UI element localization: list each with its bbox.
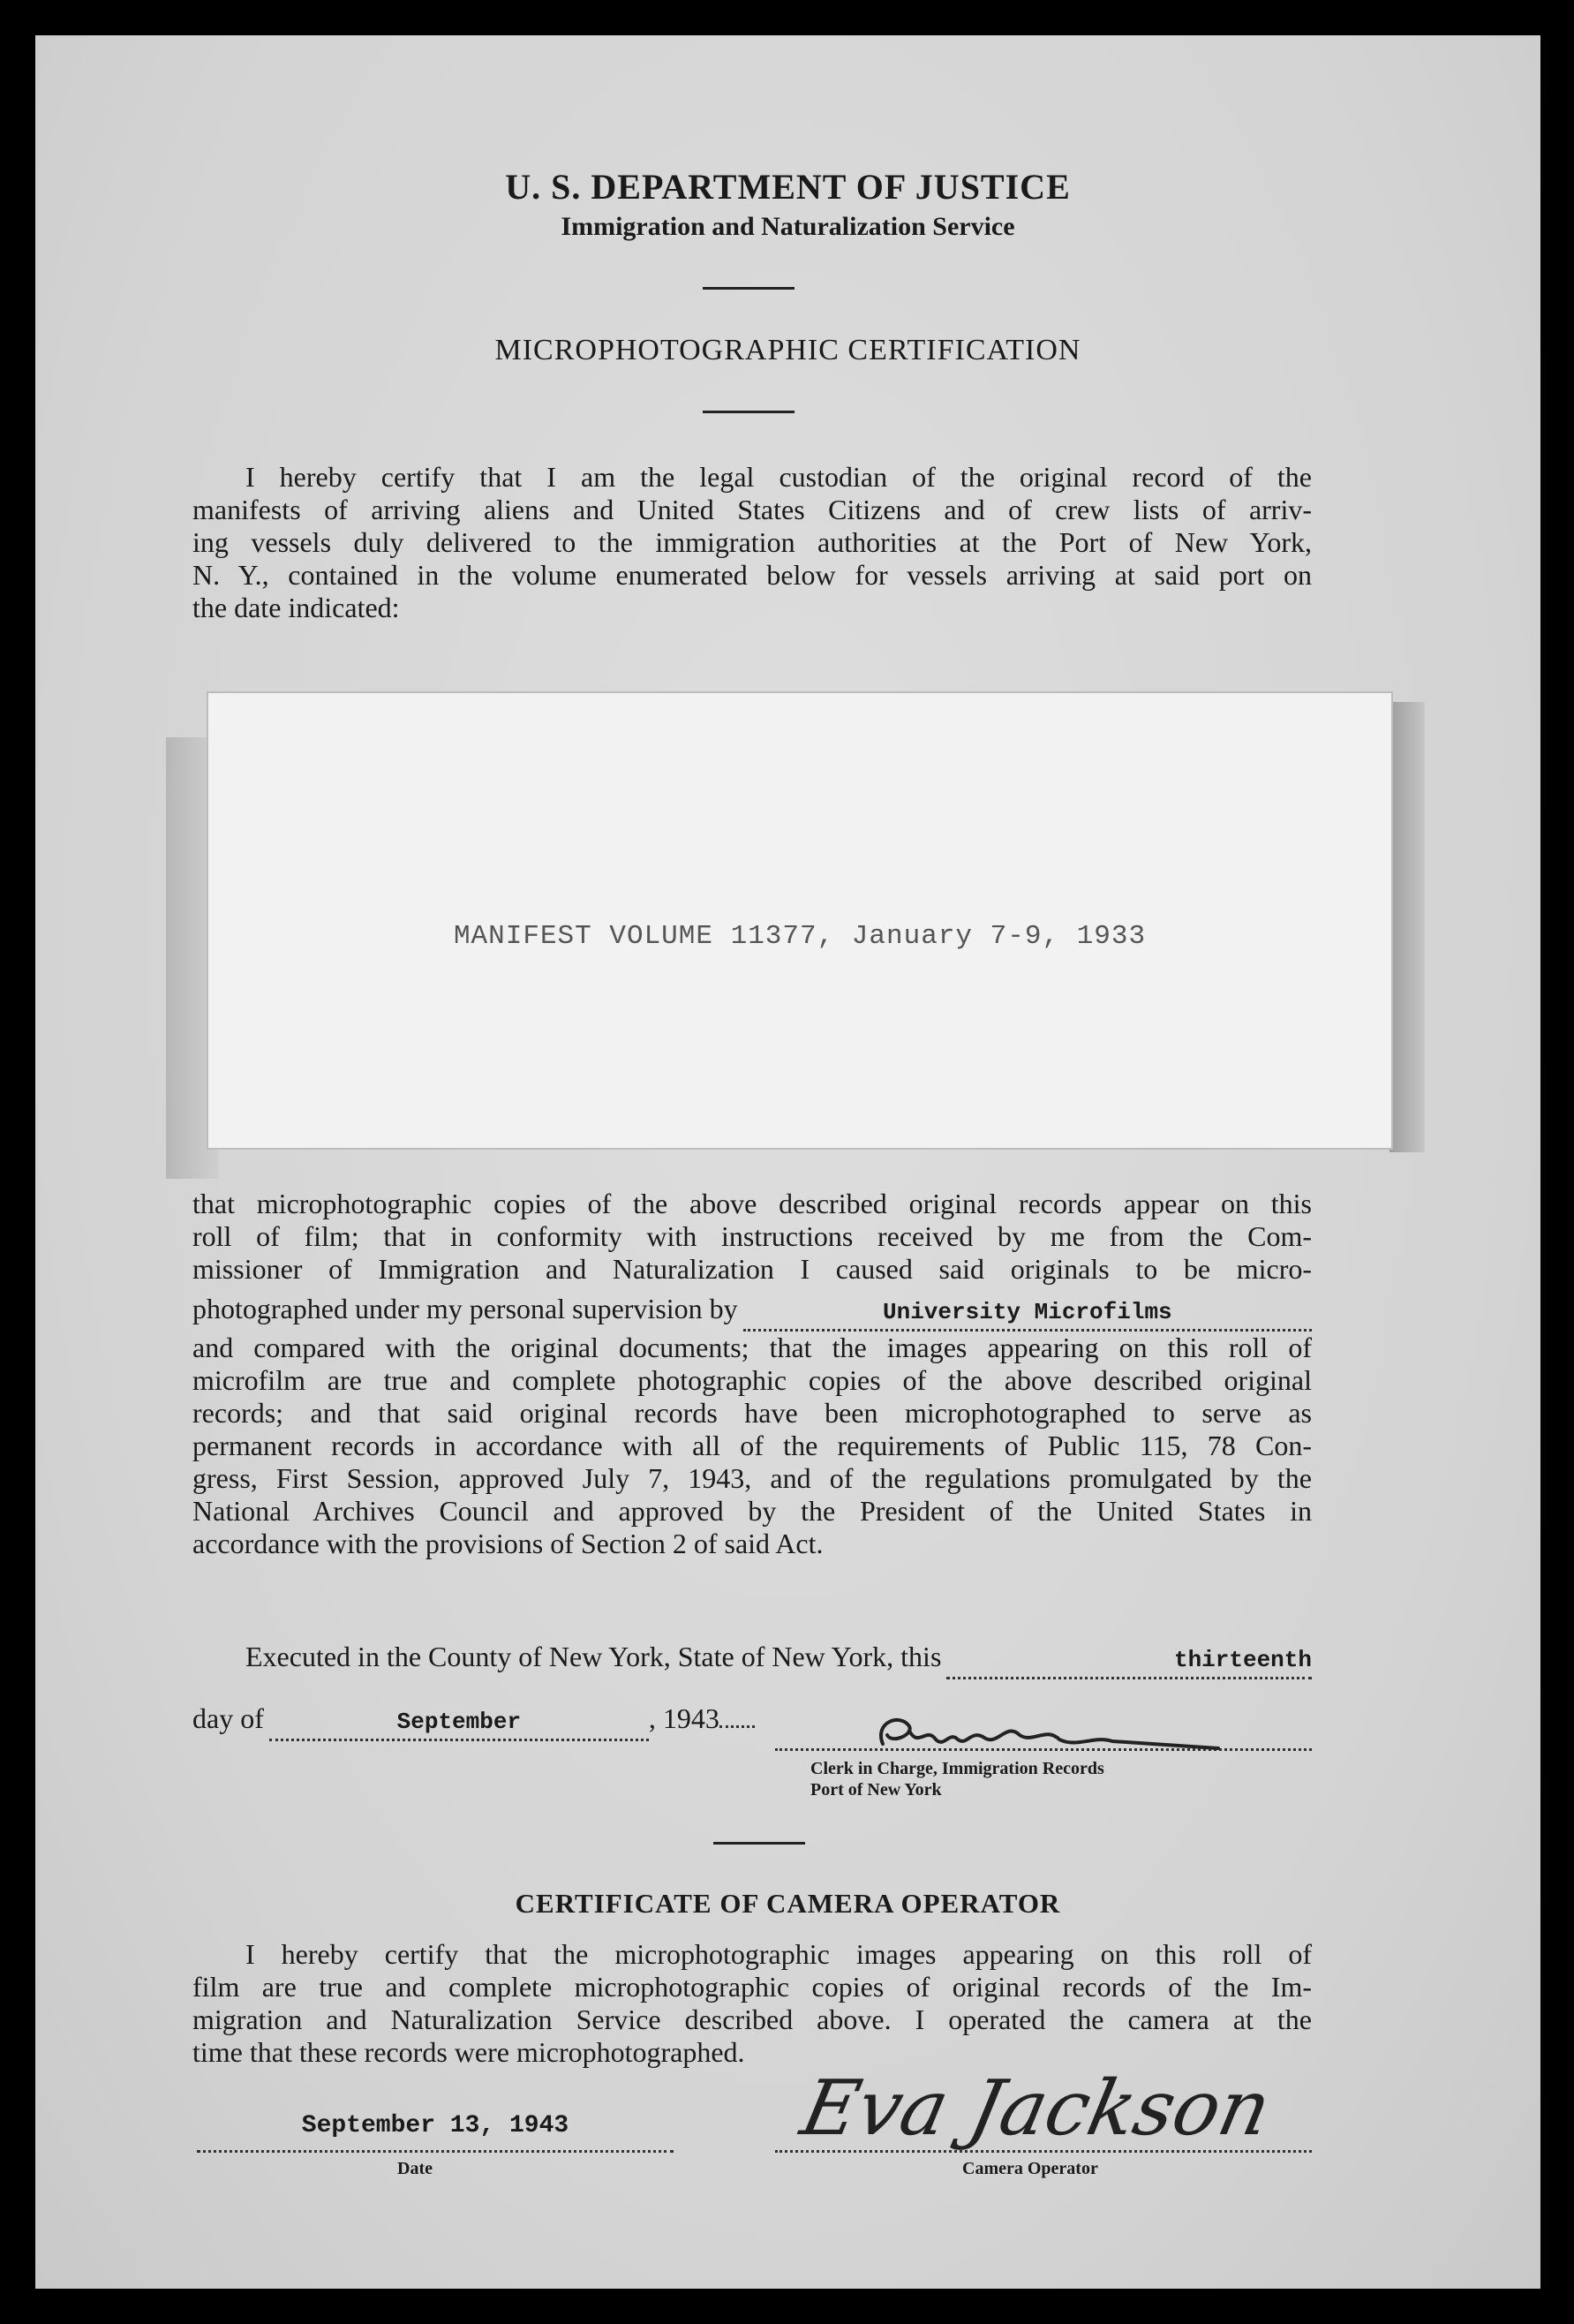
body-paragraph: [192, 1188, 1312, 1560]
header-divider: [703, 287, 795, 290]
supervision-value: University Microfilms: [883, 1299, 1172, 1325]
date-label: Date: [397, 2159, 433, 2178]
executed-prefix: Executed in the County of New York, State of New York, this: [245, 1641, 942, 1672]
clerk-port: Port of New York: [810, 1780, 942, 1800]
title-divider: [703, 411, 795, 413]
body-line: gress, First Session, approved July 7, 1943, and of the regulations promulgated by the: [192, 1462, 1312, 1494]
operator-signature: Eva Jackson: [794, 2064, 1278, 2153]
operator-label: Camera Operator: [962, 2159, 1098, 2178]
operator-paragraph: [192, 1938, 1312, 2069]
date-line: [197, 2148, 674, 2153]
body-line: and compared with the original documents; that the images appearing on this roll of: [192, 1332, 1312, 1363]
day-value: thirteenth: [1173, 1647, 1312, 1673]
day-of-label: day of: [192, 1702, 264, 1734]
body-line: accordance with the provisions of Section 2 of said Act.: [192, 1528, 824, 1559]
card-shadow: [1389, 702, 1425, 1152]
manifest-volume-label: MANIFEST VOLUME 11377, January 7-9, 1933: [453, 921, 1147, 952]
operator-heading: CERTIFICATE OF CAMERA OPERATOR: [515, 1888, 1061, 1919]
operator-line: time that these records were microphotographed.: [192, 2036, 745, 2068]
supervision-field: [743, 1293, 1312, 1332]
department-heading: U. S. DEPARTMENT OF JUSTICE: [505, 167, 1071, 207]
intro-line: the date indicated:: [192, 592, 400, 623]
operator-line: I hereby certify that the microphotographic images appearing on this roll of: [245, 1938, 1312, 1970]
certificate-page: [35, 35, 1540, 2289]
body-line: permanent records in accordance with all of the requirements of Public 115, 78 Con-: [192, 1430, 1312, 1461]
body-line: that microphotographic copies of the above described original records appear on this: [192, 1188, 1312, 1219]
clerk-signature: [865, 1695, 1236, 1766]
executed-line: [192, 1641, 1312, 1679]
body-line: missioner of Immigration and Naturalization I caused said originals to be micro-: [192, 1253, 1312, 1285]
year-text: , 1943: [648, 1702, 719, 1734]
month-value: September: [396, 1709, 522, 1735]
manifest-card: [208, 693, 1391, 1148]
operator-line: film are true and complete microphotographic copies of original records of the Im-: [192, 1971, 1312, 2003]
service-subheading: Immigration and Naturalization Service: [561, 212, 1015, 241]
date-value: September 13, 1943: [301, 2112, 569, 2139]
day-field: [946, 1641, 1312, 1679]
intro-line: manifests of arriving aliens and United States Citizens and of crew lists of arriv-: [192, 494, 1312, 525]
supervision-prefix: photographed under my personal supervision by: [192, 1293, 738, 1324]
body-line: records; and that said original records have been microphotographed to serve as: [192, 1397, 1312, 1429]
body-line: National Archives Council and approved by the President of the United States in: [192, 1495, 1312, 1527]
body-line: roll of film; that in conformity with instructions received by me from the Com-: [192, 1220, 1312, 1252]
certification-title: MICROPHOTOGRAPHIC CERTIFICATION: [494, 334, 1081, 366]
operator-line: migration and Naturalization Service described above. I operated the camera at the: [192, 2003, 1312, 2035]
intro-paragraph: [192, 461, 1312, 624]
supervision-line: [192, 1293, 1312, 1332]
section-divider: [713, 1842, 805, 1845]
date-field: [197, 2112, 674, 2139]
intro-line: N. Y., contained in the volume enumerated below for vessels arriving at said port on: [192, 559, 1312, 591]
intro-line: ing vessels duly delivered to the immigration authorities at the Port of New York,: [192, 526, 1312, 558]
month-field: [269, 1702, 649, 1741]
day-of-line: [192, 1702, 810, 1741]
intro-line: I hereby certify that I am the legal custodian of the original record of the: [245, 461, 1312, 493]
year-dots: [719, 1725, 755, 1728]
clerk-title: Clerk in Charge, Immigration Records: [810, 1759, 1104, 1778]
body-line: microfilm are true and complete photographic copies of the above described original: [192, 1364, 1312, 1396]
